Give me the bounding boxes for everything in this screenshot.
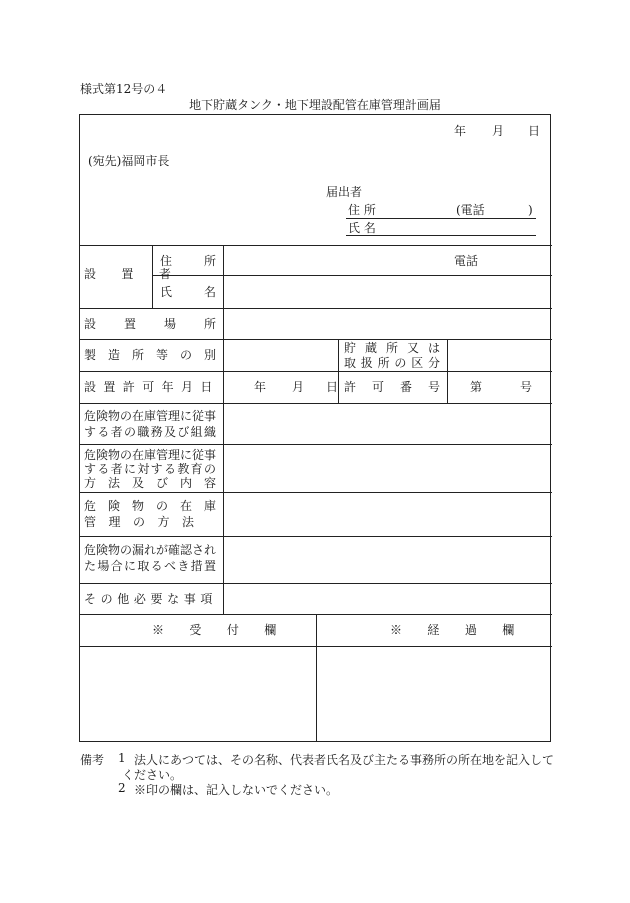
education-label-2: する者に対する教育の xyxy=(84,462,216,476)
date-year: 年 xyxy=(454,124,467,138)
rule xyxy=(447,339,448,403)
storage-class-label-2: 取 扱 所 の 区 分 xyxy=(344,356,440,370)
permit-number-label: 許 可 番 号 xyxy=(344,380,440,394)
rule xyxy=(152,275,552,276)
date-day: 日 xyxy=(528,124,541,138)
note-1-number: 1 xyxy=(118,751,126,765)
rule xyxy=(80,536,552,537)
education-label-3: 方 法 及 び 内 容 xyxy=(84,476,216,490)
addressee: (宛先)福岡市長 xyxy=(88,154,170,168)
method-label-1: 危 険 物 の 在 庫 xyxy=(84,499,216,513)
permit-year: 年 xyxy=(254,380,267,394)
applicant-phone-label: (電話 xyxy=(456,203,485,217)
method-label-2: 管 理 の 方 法 xyxy=(84,515,194,529)
staff-label-1: 危険物の在庫管理に従事 xyxy=(84,409,217,423)
address-underline xyxy=(346,218,536,219)
storage-class-label-1: 貯 蔵 所 又 は xyxy=(344,341,440,355)
applicant-address-label: 住 所 xyxy=(348,203,376,217)
installer-phone-label: 電話 xyxy=(454,254,479,268)
note-2-number: 2 xyxy=(118,781,126,795)
rule xyxy=(80,339,552,340)
permit-date-label: 設置許可年月日 xyxy=(84,380,216,394)
permit-month: 月 xyxy=(292,380,305,394)
reception-column-label: ※ 受 付 欄 xyxy=(152,623,288,637)
rule xyxy=(80,583,552,584)
note-1-continued: ください。 xyxy=(122,768,183,782)
installer-label: 設 置 者 xyxy=(84,267,182,281)
applicant-name-label: 氏 名 xyxy=(348,221,376,235)
applicant-phone-close: ) xyxy=(528,203,533,217)
other-label: その他必要な事項 xyxy=(84,592,216,606)
leak-label-1: 危険物の漏れが確認され xyxy=(84,543,217,557)
number-prefix: 第 xyxy=(470,380,483,394)
rule xyxy=(80,444,552,445)
note-2-text: ※印の欄は、記入しないでください。 xyxy=(134,783,339,797)
permit-day: 日 xyxy=(326,380,339,394)
rule xyxy=(80,492,552,493)
staff-label-2: する者の職務及び組織 xyxy=(84,425,216,439)
applicant-label: 届出者 xyxy=(326,185,363,199)
form-table xyxy=(79,114,551,742)
rule xyxy=(338,339,339,403)
rule xyxy=(80,371,552,372)
notes-label: 備考 xyxy=(80,753,105,767)
installer-name-label: 氏 名 xyxy=(160,285,216,299)
name-underline xyxy=(346,235,536,236)
education-label-1: 危険物の在庫管理に従事 xyxy=(84,448,217,462)
rule xyxy=(80,245,552,246)
rule xyxy=(80,403,552,404)
rule xyxy=(80,308,552,309)
rule xyxy=(316,614,317,742)
leak-label-2: た場合に取るべき措置 xyxy=(84,559,216,573)
location-label: 設 置 場 所 xyxy=(84,317,216,331)
installer-address-label: 住 所 xyxy=(160,254,216,268)
number-suffix: 号 xyxy=(520,380,533,394)
rule xyxy=(223,245,224,614)
form-number: 様式第12号の４ xyxy=(80,82,168,96)
date-month: 月 xyxy=(492,124,505,138)
progress-column-label: ※ 経 過 欄 xyxy=(390,623,526,637)
note-1-text: 法人にあつては、その名称、代表者氏名及び主たる事務所の所在地を記入して xyxy=(134,753,555,767)
facility-type-label: 製 造 所 等 の 別 xyxy=(84,348,216,362)
form-title: 地下貯蔵タンク・地下埋設配管在庫管理計画届 xyxy=(189,98,441,112)
